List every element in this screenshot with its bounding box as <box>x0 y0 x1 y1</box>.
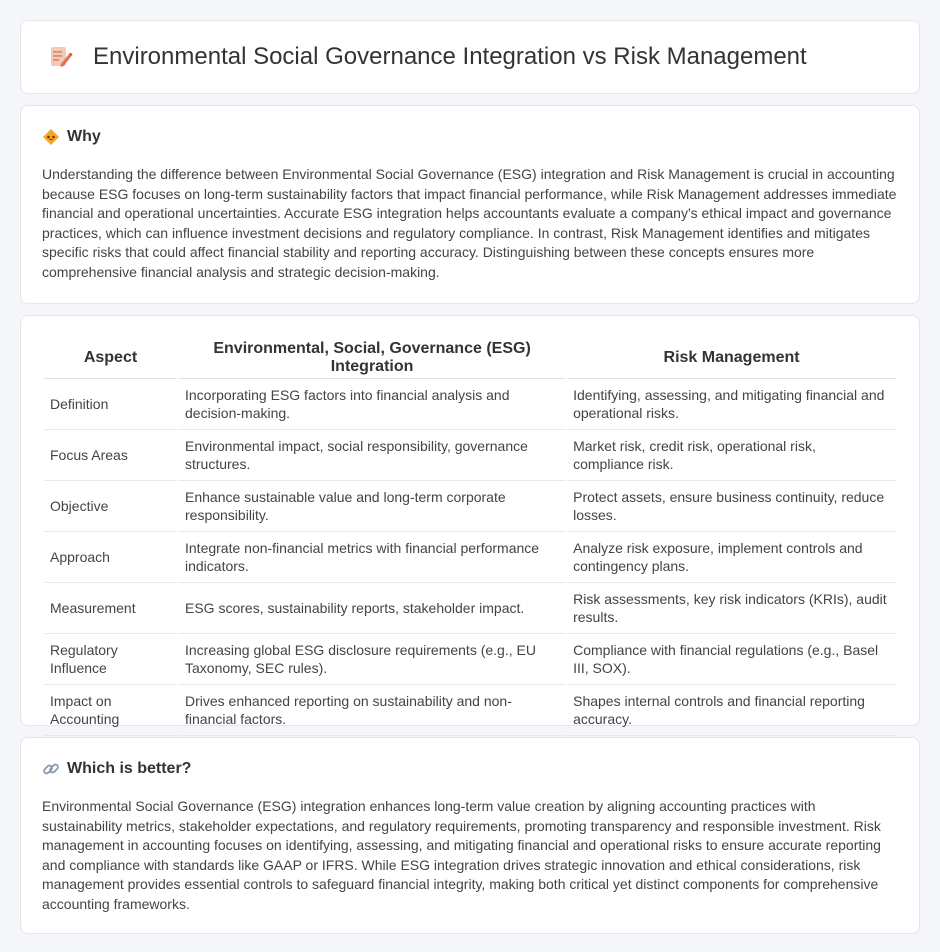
link-icon <box>42 760 60 778</box>
better-heading: Which is better? <box>67 760 192 777</box>
row-aspect: Regulatory Influence <box>44 634 177 685</box>
row-risk: Analyze risk exposure, implement controls and contingency plans. <box>567 532 896 583</box>
table-row <box>44 532 896 583</box>
row-risk: Market risk, credit risk, operational risk, compliance risk. <box>567 430 896 481</box>
row-esg: Incorporating ESG factors into financial analysis and decision-making. <box>179 379 565 430</box>
comparison-table <box>42 334 898 736</box>
better-header <box>42 760 898 778</box>
diamond-warning-icon <box>42 128 60 146</box>
table-row <box>44 481 896 532</box>
comparison-table-card <box>20 315 920 726</box>
table-row <box>44 379 896 430</box>
better-text: Environmental Social Governance (ESG) integration enhances long-term value creation by aligning accounting practices with sustainability metrics, stakeholder expectations, and regulatory requirements, promoting transparency and responsible investment. Risk management in accounting focuses on identifying, assessing, and mitigating financial and operational risks to ensure accurate reporting and compliance with standards like GAAP or IFRS. While ESG integration drives strategic innovation and ethical considerations, risk management provides essential controls to safeguard financial integrity, making both critical yet distinct components for comprehensive accounting frameworks. <box>42 798 881 912</box>
table-row <box>44 430 896 481</box>
why-text: Understanding the difference between Environmental Social Governance (ESG) integration and Risk Management is crucial in accounting because ESG focuses on long-term sustainability factors that impact financial performance, while Risk Management addresses immediate financial and operational uncertainties. Accurate ESG integration helps accountants evaluate a company's ethical impact and governance practices, which can influence investment decisions and regulatory compliance. In contrast, Risk Management identifies and mitigates specific risks that could affect financial stability and reporting accuracy. Distinguishing between these concepts ensures more comprehensive financial analysis and strategic decision-making. <box>42 166 897 280</box>
why-header <box>42 128 898 146</box>
table-header-row <box>44 334 896 379</box>
row-esg: Enhance sustainable value and long-term corporate responsibility. <box>179 481 565 532</box>
table-row <box>44 583 896 634</box>
better-section <box>20 737 920 934</box>
header-risk: Risk Management <box>567 334 896 379</box>
header-aspect: Aspect <box>44 334 177 379</box>
row-aspect: Approach <box>44 532 177 583</box>
row-esg: Integrate non-financial metrics with financial performance indicators. <box>179 532 565 583</box>
row-esg: Drives enhanced reporting on sustainability and non-financial factors. <box>179 685 565 736</box>
row-aspect: Focus Areas <box>44 430 177 481</box>
row-aspect: Objective <box>44 481 177 532</box>
row-risk: Compliance with financial regulations (e.g., Basel III, SOX). <box>567 634 896 685</box>
why-section <box>20 105 920 304</box>
row-aspect: Impact on Accounting <box>44 685 177 736</box>
row-esg: Increasing global ESG disclosure requirements (e.g., EU Taxonomy, SEC rules). <box>179 634 565 685</box>
row-aspect: Measurement <box>44 583 177 634</box>
row-risk: Protect assets, ensure business continuity, reduce losses. <box>567 481 896 532</box>
table-row <box>44 634 896 685</box>
title-card <box>20 20 920 94</box>
document-pencil-icon <box>47 44 73 70</box>
table-row <box>44 685 896 736</box>
row-aspect: Definition <box>44 379 177 430</box>
header-esg: Environmental, Social, Governance (ESG) Integration <box>179 334 565 379</box>
row-risk: Shapes internal controls and financial reporting accuracy. <box>567 685 896 736</box>
why-heading: Why <box>67 128 101 145</box>
row-esg: ESG scores, sustainability reports, stakeholder impact. <box>179 583 565 634</box>
page-title: Environmental Social Governance Integration vs Risk Management <box>93 43 807 70</box>
row-risk: Identifying, assessing, and mitigating financial and operational risks. <box>567 379 896 430</box>
row-risk: Risk assessments, key risk indicators (KRIs), audit results. <box>567 583 896 634</box>
row-esg: Environmental impact, social responsibility, governance structures. <box>179 430 565 481</box>
